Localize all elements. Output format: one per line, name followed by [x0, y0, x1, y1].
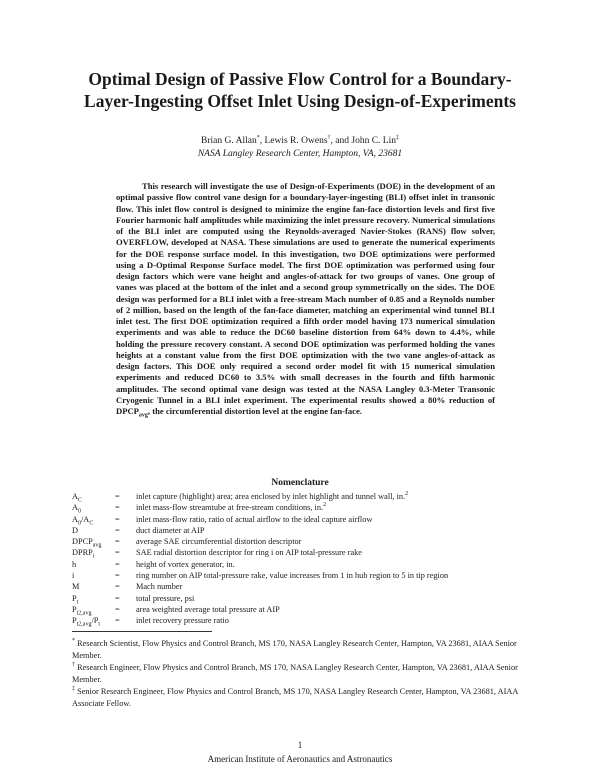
nomenclature-definition-text: height of vortex generator, in.: [136, 559, 235, 569]
paper-title: Optimal Design of Passive Flow Control for a Boundary-Layer-Ingesting Offset Inlet Using Design-of-Experiments: [84, 69, 516, 111]
nomenclature-definition-text: duct diameter at AIP: [136, 525, 205, 535]
nomenclature-symbol-cell: [72, 525, 115, 536]
symbol-suffix: /P: [91, 616, 99, 626]
author-separator: , and: [330, 136, 352, 146]
footnote-mark: ‡: [72, 686, 75, 693]
nomenclature-equals: =: [115, 514, 120, 524]
nomenclature-symbol-cell: [72, 536, 115, 547]
nomenclature-equals: =: [115, 492, 120, 501]
nomenclature-definition-text: SAE radial distortion descriptor for ring i on AIP total-pressure rake: [136, 548, 362, 558]
footnote-mark: *: [72, 638, 75, 645]
nomenclature-row: [72, 547, 532, 561]
nomenclature-definition-text: ring number on AIP total-pressure rake, value increases from 1 in hub region to 5 in tip region: [136, 571, 449, 581]
footnote-text: Senior Research Engineer, Flow Physics and Control Branch, MS 170, NASA Langley Research Center, Hampton, VA 23681, AIAA Associate Fellow.: [72, 687, 518, 708]
nomenclature-equals: =: [115, 616, 120, 626]
nomenclature-symbol-cell: [72, 604, 115, 615]
nomenclature-definition: [136, 514, 532, 525]
nomenclature-symbol-cell: [72, 570, 115, 581]
definition-superscript: 2: [323, 502, 327, 509]
nomenclature-symbol: A: [72, 503, 78, 513]
nomenclature-definition: [136, 604, 532, 615]
nomenclature-equals: =: [115, 582, 120, 592]
nomenclature-symbol: A: [72, 514, 78, 524]
nomenclature-definition: [136, 581, 532, 592]
nomenclature-row: [72, 581, 532, 592]
nomenclature-symbol: P: [72, 616, 77, 626]
nomenclature-definition-text: inlet mass-flow streamtube at free-stream conditions, in.: [136, 503, 324, 513]
nomenclature-definition-text: inlet capture (highlight) area; area enclosed by inlet highlight and tunnel wall, in.: [136, 492, 406, 501]
symbol-subscript: 0: [78, 520, 81, 527]
footnote-text: Research Scientist, Flow Physics and Control Branch, MS 170, NASA Langley Research Center, Hampton, VA 23681, AIAA Senior Member.: [72, 639, 517, 660]
symbol-subscript: t2,avg: [76, 621, 92, 628]
definition-superscript: 2: [405, 491, 409, 498]
nomenclature-symbol: P: [72, 604, 77, 614]
nomenclature-symbol-cell: [72, 581, 115, 592]
nomenclature-equals: =: [115, 559, 120, 569]
symbol-subscript: C: [78, 497, 83, 504]
symbol-subscript: avg: [92, 542, 102, 549]
nomenclature-symbol: M: [72, 582, 80, 592]
abstract-text-end: , the circumferential distortion level at the engine fan-face.: [147, 406, 362, 416]
symbol-subscript: t: [76, 599, 79, 606]
footnote-rule: [72, 631, 212, 632]
nomenclature-heading: Nomenclature: [271, 478, 329, 488]
author-name: John C. Lin: [351, 136, 396, 146]
nomenclature-definition: [136, 502, 532, 513]
nomenclature-equals: =: [115, 593, 120, 603]
author-separator: ,: [259, 136, 265, 146]
nomenclature-row: [72, 536, 532, 547]
nomenclature-definition: [136, 559, 532, 570]
nomenclature-definition: [136, 491, 532, 502]
nomenclature-definition: [136, 547, 532, 558]
symbol-subscript: i: [92, 554, 95, 561]
nomenclature-symbol-cell: [72, 514, 115, 525]
footnote: [72, 638, 532, 661]
symbol-subscript: 0: [78, 508, 81, 515]
suffix-subscript: t: [98, 621, 101, 628]
nomenclature-row: [72, 593, 532, 604]
author-line: [0, 135, 600, 148]
nomenclature-definition-text: average SAE circumferential distortion descriptor: [136, 537, 302, 547]
nomenclature-symbol-cell: [72, 491, 115, 502]
nomenclature-row: [72, 491, 532, 502]
suffix-subscript: C: [89, 520, 94, 527]
nomenclature-definition: [136, 615, 532, 626]
nomenclature-symbol: D: [72, 525, 78, 535]
nomenclature-symbol: A: [72, 492, 78, 501]
nomenclature-definition: [136, 536, 532, 547]
nomenclature-definition: [136, 593, 532, 604]
nomenclature-equals: =: [115, 548, 120, 558]
nomenclature-definition-text: inlet mass-flow ratio, ratio of actual airflow to the ideal capture airflow: [136, 514, 373, 524]
symbol-subscript: t2,avg: [76, 610, 92, 617]
nomenclature-symbol: DPCP: [72, 537, 93, 547]
nomenclature-equals: =: [115, 604, 120, 614]
nomenclature-symbol: h: [72, 559, 77, 569]
nomenclature-row: [72, 570, 532, 581]
nomenclature-definition-text: area weighted average total pressure at AIP: [136, 604, 280, 614]
page-number: 1: [297, 740, 303, 750]
nomenclature-symbol: P: [72, 593, 77, 603]
nomenclature-symbol-cell: [72, 593, 115, 604]
nomenclature-symbol-cell: [72, 559, 115, 570]
abstract: [116, 181, 495, 417]
nomenclature-symbol: i: [72, 571, 75, 581]
author-mark: ‡: [395, 134, 399, 141]
nomenclature-row: [72, 615, 532, 626]
nomenclature-row: [72, 525, 532, 536]
nomenclature-definition-text: Mach number: [136, 582, 183, 592]
footnote-mark: †: [72, 662, 75, 669]
nomenclature-row: [72, 559, 532, 570]
symbol-suffix: /A: [81, 514, 90, 524]
author-name: Brian G. Allan: [201, 136, 257, 146]
affiliation: NASA Langley Research Center, Hampton, VA, 23681: [197, 149, 403, 159]
nomenclature-symbol-cell: [72, 547, 115, 561]
nomenclature-definition-text: inlet recovery pressure ratio: [136, 616, 229, 626]
nomenclature-symbol-cell: [72, 615, 115, 626]
nomenclature-row: [72, 604, 532, 615]
author-name: Lewis R. Owens: [264, 136, 328, 146]
footnote: [72, 662, 532, 685]
nomenclature-definition: [136, 525, 532, 536]
author-mark: *: [256, 134, 260, 141]
nomenclature-list: [72, 491, 532, 627]
abstract-subscript: avg: [138, 412, 148, 419]
nomenclature-equals: =: [115, 503, 120, 513]
abstract-text: This research will investigate the use of Design-of-Experiments (DOE) in the development of an optimal passive flow control vane design for a boundary-layer-ingesting (BLI) offset inlet in transonic flow. This inlet flow control is designed to minimize the engine fan-face distortion levels and first five Fourier harmonic half amplitudes while maximizing the inlet pressure recovery. Numerical simulations of the BLI inlet are computed using the Reynolds-averaged Navier-Stokes (RANS) flow solver, OVERFLOW, developed at NASA. These simulations are used to generate the numerical experiments for the DOE response surface model. In this investigation, two DOE optimizations were performed using a D-Optimal Response Surface model. The first DOE optimization was performed using four design factors which were vane height and angles-of-attack for two groups of vanes. One group of vanes was placed at the bottom of the inlet and a second group symmetrically on the sides. The DOE design was performed for a BLI inlet with a free-stream Mach number of 0.85 and a Reynolds number of 2 million, based on the length of the fan-face diameter, matching an experimental wind tunnel BLI inlet test. The first DOE optimization required a fifth order model having 173 numerical simulation experiments and was able to reduce the DC60 baseline distortion from 64% down to 4.4%, while holding the pressure recovery constant. A second DOE optimization was performed holding the vanes heights at a constant value from the first DOE optimization with the two vane angles-of-attack as design factors. This DOE only required a second order model fit with 15 numerical simulation experiments and reduced DC60 to 3.5% with small decreases in the fourth and fifth harmonic amplitudes. The second optimal vane design was tested at the NASA Langley 0.3-Meter Transonic Cryogenic Tunnel in a BLI inlet experiment. The experimental results showed a 80% reduction of DPCP: [116, 181, 495, 416]
nomenclature-symbol: DPRP: [72, 548, 93, 558]
nomenclature-definition-text: total pressure, psi: [136, 593, 195, 603]
nomenclature-definition: [136, 570, 532, 581]
nomenclature-equals: =: [115, 537, 120, 547]
author-mark: †: [327, 134, 331, 141]
nomenclature-row: [72, 502, 532, 513]
footnote-text: Research Engineer, Flow Physics and Control Branch, MS 170, NASA Langley Research Center, Hampton, VA 23681, AIAA Senior Member.: [72, 663, 518, 684]
footnote: [72, 686, 532, 709]
nomenclature-equals: =: [115, 571, 120, 581]
nomenclature-row: [72, 514, 532, 525]
page-footer: American Institute of Aeronautics and Astronautics: [207, 754, 393, 764]
nomenclature-equals: =: [115, 525, 120, 535]
nomenclature-symbol-cell: [72, 502, 115, 513]
